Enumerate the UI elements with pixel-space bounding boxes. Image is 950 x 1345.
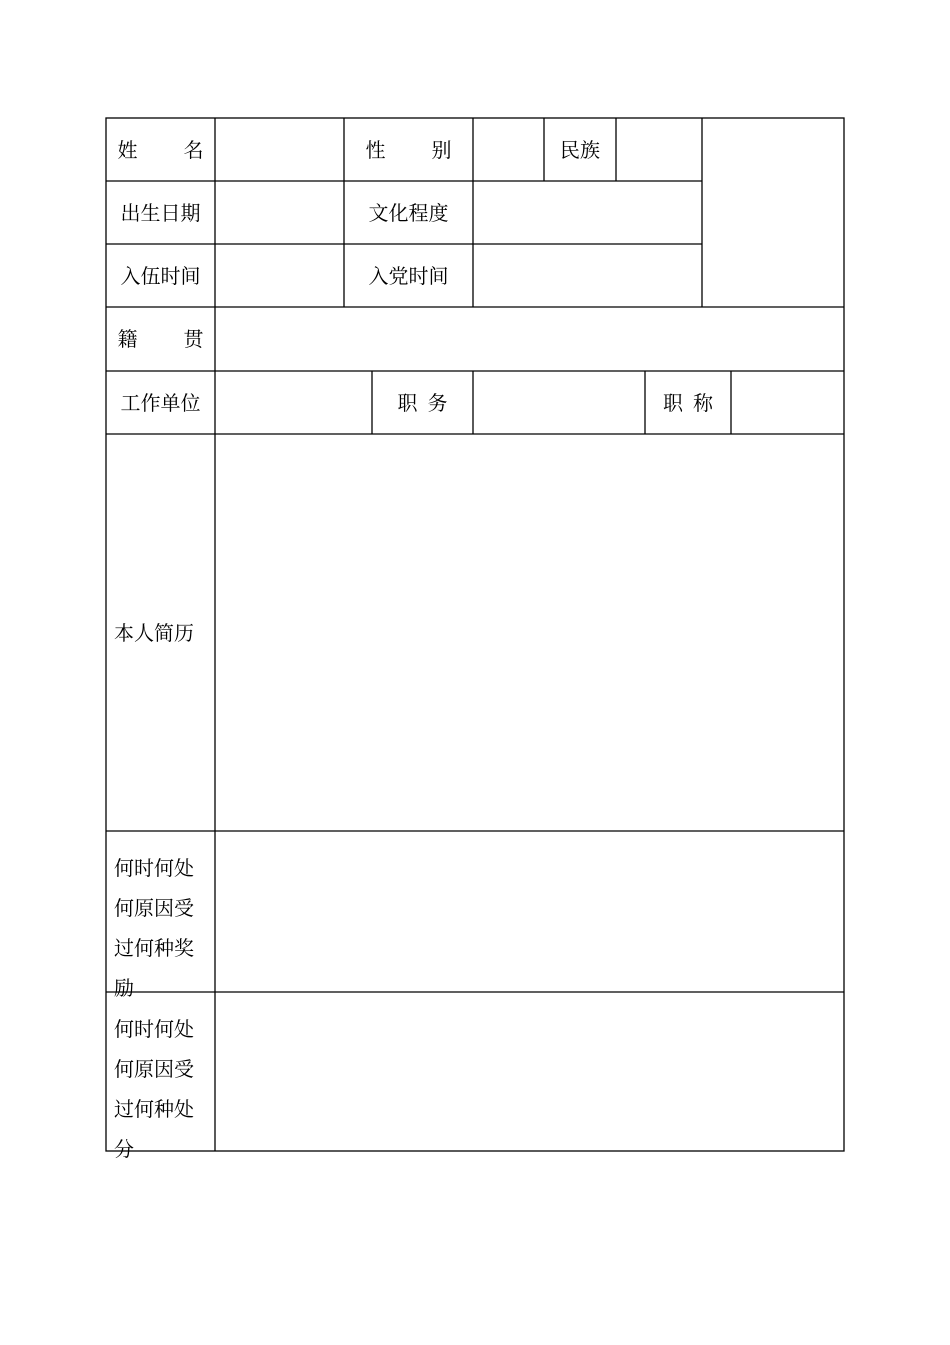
work-unit-field[interactable] [215,371,372,434]
native-place-label [106,307,215,371]
gender-label [344,118,473,181]
gender-label-char-1: 性 [365,137,386,162]
name-label [106,118,215,181]
education-field[interactable] [473,181,702,244]
resume-field[interactable] [215,434,844,831]
native-place-field[interactable] [215,307,844,371]
native-place-label-char-1: 籍 [117,327,138,351]
punishments-field[interactable] [215,992,844,1151]
enlistment-field[interactable] [215,244,344,307]
title-label-char-2: 称 [693,390,713,415]
punishments-label: 何时何处 何原因受 过何种处 分 [114,1017,194,1161]
awards-field[interactable] [215,831,844,992]
enlistment-label: 入伍时间 [120,263,201,288]
position-label [372,371,473,434]
position-label-char-2: 务 [427,390,448,415]
party-join-field[interactable] [473,244,702,307]
ethnicity-label: 民族 [560,137,600,162]
party-join-label: 入党时间 [368,263,449,288]
ethnicity-field[interactable] [616,118,702,181]
name-label-char-2: 名 [183,137,204,162]
education-label: 文化程度 [368,200,449,225]
title-label [645,371,731,434]
work-unit-label: 工作单位 [120,390,201,415]
photo-area [702,118,844,307]
position-field[interactable] [473,371,645,434]
gender-field[interactable] [473,118,544,181]
birthdate-label: 出生日期 [120,200,201,225]
name-field[interactable] [215,118,344,181]
position-label-char-1: 职 [397,390,418,415]
name-label-char-1: 姓 [117,137,138,162]
native-place-label-char-2: 贯 [183,327,204,351]
awards-label: 何时何处 何原因受 过何种奖 励 [114,856,194,1000]
title-label-char-1: 职 [663,390,683,415]
title-field[interactable] [731,371,844,434]
gender-label-char-2: 别 [431,137,452,162]
birthdate-field[interactable] [215,181,344,244]
resume-label: 本人简历 [114,620,194,645]
